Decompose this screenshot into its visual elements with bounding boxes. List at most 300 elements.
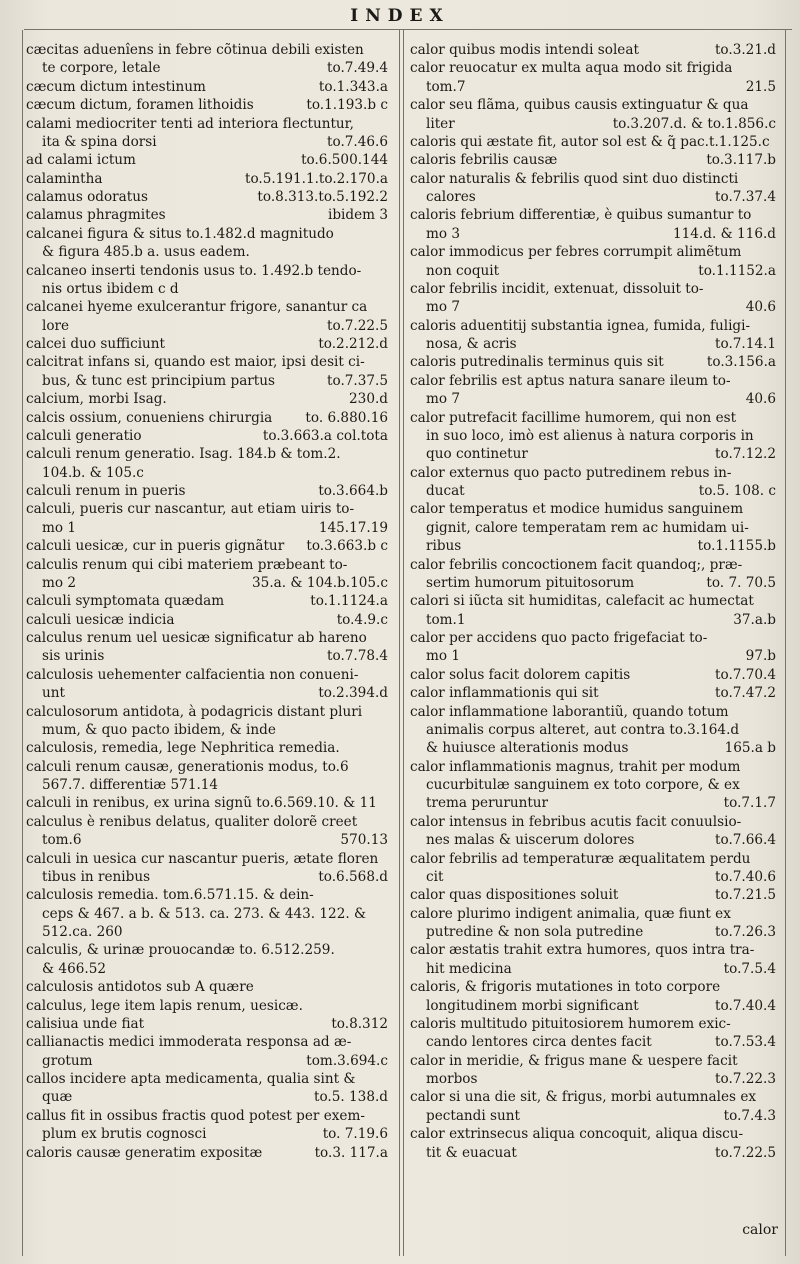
index-entry bbox=[26, 1107, 388, 1144]
entry-text-line: cit bbox=[426, 868, 444, 885]
index-entry bbox=[26, 188, 388, 206]
entry-text-line: 104.b. & 105.c bbox=[42, 464, 144, 481]
entry-text-line: mo 7 bbox=[426, 391, 461, 408]
entry-text bbox=[410, 482, 776, 500]
entry-text-line: calor extrinsecus aliqua concoquit, aliqua discu- bbox=[410, 1126, 744, 1143]
index-entry bbox=[26, 445, 388, 482]
entry-text-line: calcanei hyeme exulcerantur frigore, sanantur ca bbox=[26, 299, 368, 316]
index-entry bbox=[26, 78, 388, 96]
entry-reference: to.5.191.1.to.2.170.a bbox=[244, 170, 388, 187]
entry-text-line: ribus bbox=[426, 538, 462, 555]
index-entry bbox=[410, 41, 776, 59]
entry-text-line: nes malas & uiscerum dolores bbox=[426, 832, 635, 849]
entry-text-line: calor febrilis incidit, extenuat, dissoluit to- bbox=[410, 280, 704, 297]
entry-text bbox=[410, 41, 776, 59]
right-border-rule bbox=[785, 30, 786, 1256]
entry-text-line: unt bbox=[42, 685, 65, 702]
entry-text bbox=[26, 206, 388, 224]
entry-reference: to.1.193.b c bbox=[306, 97, 388, 114]
entry-text bbox=[410, 960, 776, 978]
index-entry bbox=[410, 556, 776, 593]
entry-text bbox=[410, 574, 776, 592]
index-entry bbox=[26, 409, 388, 427]
entry-text bbox=[26, 684, 388, 702]
entry-text-line: calculosis antidotos sub A quære bbox=[26, 979, 254, 996]
index-entry bbox=[410, 758, 776, 813]
index-entry bbox=[26, 666, 388, 703]
entry-text-line: calor intensus in febribus acutis facit conuulsio- bbox=[410, 813, 742, 830]
index-entry bbox=[26, 1144, 388, 1162]
left-border-rule bbox=[22, 30, 23, 1256]
entry-reference: to.7.66.4 bbox=[715, 832, 776, 849]
entry-text-line: nosa, & acris bbox=[426, 336, 517, 352]
entry-text-line: & huiusce alterationis modus bbox=[426, 740, 629, 757]
entry-text bbox=[410, 794, 776, 812]
entry-text-line: tom.7 bbox=[426, 78, 466, 95]
entry-text-line: tom.1 bbox=[426, 611, 466, 628]
entry-reference: to.7.37.4 bbox=[715, 189, 776, 205]
entry-reference: to.7.78.4 bbox=[327, 648, 388, 665]
entry-reference: to.7.1.7 bbox=[723, 795, 776, 812]
index-entry bbox=[26, 813, 388, 850]
index-entry bbox=[26, 794, 388, 812]
entry-text-line: tit & euacuat bbox=[426, 1144, 517, 1161]
entry-reference: to.5. 138.d bbox=[314, 1089, 388, 1106]
entry-text-line: mo 2 bbox=[42, 574, 77, 591]
entry-text bbox=[26, 1052, 388, 1070]
entry-text-line: calcei duo sufficiunt bbox=[26, 336, 166, 352]
entry-text-line: calor externus quo pacto putredinem rebus in- bbox=[410, 464, 732, 481]
entry-text-line: te corpore, letale bbox=[42, 60, 161, 77]
entry-reference: to.2.212.d bbox=[318, 336, 388, 352]
entry-text-line: calor solus facit dolorem capitis bbox=[410, 666, 631, 683]
entry-reference: to.7.53.4 bbox=[715, 1034, 776, 1051]
entry-reference: 570.13 bbox=[340, 832, 388, 849]
entry-text-line: calculi uesicæ, cur in pueris gignãtur bbox=[26, 538, 285, 555]
entry-reference: to.3.207.d. & to.1.856.c bbox=[612, 115, 776, 132]
index-entry bbox=[26, 556, 388, 593]
index-entry bbox=[26, 941, 388, 978]
entry-text bbox=[410, 445, 776, 463]
entry-reference: to.7.26.3 bbox=[715, 924, 776, 940]
entry-text bbox=[26, 647, 388, 665]
entry-text-line: calor æstatis trahit extra humores, quos intra tra- bbox=[410, 942, 755, 959]
entry-text-line: calor immodicus per febres corrumpit alimẽtum bbox=[410, 244, 742, 261]
entry-text bbox=[410, 115, 776, 133]
entry-text-line: 567.7. differentiæ 571.14 bbox=[42, 777, 219, 793]
index-entry bbox=[410, 850, 776, 887]
index-entry bbox=[410, 941, 776, 978]
entry-text bbox=[26, 482, 388, 500]
index-entry bbox=[410, 170, 776, 207]
entry-reference: to.6.500.144 bbox=[301, 152, 388, 169]
index-entry bbox=[410, 96, 776, 133]
index-entry bbox=[410, 353, 776, 371]
entry-text-line: pectandi sunt bbox=[426, 1107, 521, 1124]
entry-text-line: liter bbox=[426, 115, 455, 132]
index-column-left bbox=[26, 41, 388, 1162]
entry-reference: to.4.9.c bbox=[336, 611, 388, 628]
entry-text-line: calculis renum qui cibi materiem præbeant to- bbox=[26, 556, 348, 573]
entry-reference: 114.d. & 116.d bbox=[672, 225, 776, 242]
entry-text-line: bus, & tunc est principium partus bbox=[42, 372, 275, 389]
index-entry bbox=[410, 592, 776, 629]
entry-text bbox=[410, 335, 776, 353]
index-entry bbox=[26, 170, 388, 188]
entry-text bbox=[26, 427, 388, 445]
entry-text bbox=[26, 335, 388, 353]
entry-reference: to.3. 117.a bbox=[314, 1144, 388, 1161]
index-entry bbox=[410, 133, 776, 151]
entry-text-line: sertim humorum pituitosorum bbox=[426, 574, 635, 591]
entry-text-line: calamintha bbox=[26, 170, 103, 187]
index-entry bbox=[26, 1015, 388, 1033]
entry-text bbox=[410, 1107, 776, 1125]
entry-text bbox=[26, 1144, 388, 1162]
entry-text-line: calculus è renibus delatus, qualiter dolorẽ creet bbox=[26, 813, 358, 830]
entry-reference: 40.6 bbox=[745, 299, 776, 316]
entry-text-line: caloris febrilis causæ bbox=[410, 152, 558, 169]
entry-text-line: calor febrilis concoctionem facit quandoq;, præ- bbox=[410, 556, 743, 573]
entry-reference: 37.a.b bbox=[733, 611, 776, 628]
catchword: calor bbox=[742, 1222, 778, 1238]
entry-text-line: calor putrefacit facillime humorem, qui non est bbox=[410, 409, 737, 426]
entry-text-line: cucurbitulæ sanguinem ex toto corpore, & ex bbox=[426, 777, 740, 793]
entry-text-line: caloris causæ generatim expositæ bbox=[26, 1144, 263, 1161]
entry-reference: to.1.1152.a bbox=[698, 262, 776, 279]
entry-reference: to.7.12.2 bbox=[715, 446, 776, 463]
entry-text-line: ad calami ictum bbox=[26, 152, 136, 169]
entry-text bbox=[410, 390, 776, 408]
entry-reference: to.1.1155.b bbox=[697, 538, 776, 555]
entry-reference: to. 7. 70.5 bbox=[706, 574, 776, 591]
entry-reference: to.7.47.2 bbox=[715, 685, 776, 702]
entry-text-line: calami mediocriter tenti ad interiora flectuntur, bbox=[26, 115, 355, 132]
entry-text-line: & 466.52 bbox=[42, 960, 106, 977]
entry-text-line: calcitrat infans si, quando est maior, ipsi desit ci- bbox=[26, 354, 365, 371]
index-entry bbox=[26, 206, 388, 224]
entry-reference: to.1.1124.a bbox=[310, 593, 388, 610]
entry-text bbox=[410, 188, 776, 206]
index-entry bbox=[410, 500, 776, 555]
entry-reference: to.7.22.5 bbox=[715, 1144, 776, 1161]
entry-text-line: calor per accidens quo pacto frigefaciat to- bbox=[410, 630, 708, 646]
entry-text-line: calculi uesicæ indicia bbox=[26, 611, 175, 628]
index-entry bbox=[410, 206, 776, 243]
index-entry bbox=[26, 151, 388, 169]
entry-text bbox=[410, 666, 776, 684]
entry-text bbox=[410, 1033, 776, 1051]
index-entry bbox=[26, 115, 388, 152]
index-entry bbox=[410, 59, 776, 96]
entry-text-line: calculosis remedia. tom.6.571.15. & dein- bbox=[26, 887, 314, 904]
entry-text-line: calcanei figura & situs to.1.482.d magnitudo bbox=[26, 225, 334, 242]
entry-reference: to.8.312 bbox=[331, 1015, 388, 1032]
index-entry bbox=[26, 96, 388, 114]
entry-text bbox=[410, 647, 776, 665]
entry-text-line: calor inflammationis magnus, trahit per modum bbox=[410, 758, 741, 775]
entry-text-line: sis urinis bbox=[42, 648, 105, 665]
entry-text-line: calculi generatio bbox=[26, 427, 142, 444]
entry-text-line: calculi renum causæ, generationis modus, to.6 bbox=[26, 758, 349, 775]
entry-text-line: in suo loco, imò est alienus à natura corporis in bbox=[426, 427, 754, 444]
entry-reference: ibidem 3 bbox=[327, 207, 388, 224]
entry-text-line: caloris, & frigoris mutationes in toto corpore bbox=[410, 979, 721, 996]
entry-reference: to.3.117.b bbox=[706, 152, 776, 169]
entry-text-line: quo continetur bbox=[426, 446, 528, 463]
entry-text-line: plum ex brutis cognosci bbox=[42, 1126, 207, 1143]
entry-text-line: callianactis medici immoderata responsa ad æ- bbox=[26, 1034, 352, 1051]
entry-text-line: morbos bbox=[426, 1071, 478, 1087]
entry-text-line: callos incidere apta medicamenta, qualia sint & bbox=[26, 1071, 356, 1087]
entry-text-line: putredine & non sola putredine bbox=[426, 924, 644, 940]
entry-text-line: calor temperatus et modice humidus sanguinem bbox=[410, 501, 744, 518]
index-entry bbox=[26, 1033, 388, 1070]
entry-reference: to. 7.19.6 bbox=[322, 1126, 388, 1143]
index-entry bbox=[410, 886, 776, 904]
entry-text-line: calore plurimo indigent animalia, quæ fiunt ex bbox=[410, 905, 731, 922]
entry-text-line: calculi, pueris cur nascantur, aut etiam uiris to- bbox=[26, 501, 355, 518]
index-entry bbox=[26, 703, 388, 740]
entry-text-line: calamus odoratus bbox=[26, 189, 148, 205]
entry-text-line: calculi in uesica cur nascantur pueris, ætate floren bbox=[26, 850, 379, 867]
entry-text bbox=[26, 868, 388, 886]
entry-text bbox=[410, 886, 776, 904]
entry-text-line: ita & spina dorsi bbox=[42, 133, 157, 150]
entry-reference: to. 6.880.16 bbox=[305, 409, 388, 426]
entry-text-line: calculus, lege item lapis renum, uesicæ. bbox=[26, 997, 303, 1014]
entry-text-line: calcis ossium, conueniens chirurgia bbox=[26, 409, 273, 426]
entry-text bbox=[26, 78, 388, 96]
entry-text bbox=[410, 831, 776, 849]
entry-reference: 40.6 bbox=[745, 391, 776, 408]
entry-text-line: calor febrilis est aptus natura sanare ileum to- bbox=[410, 372, 731, 389]
entry-reference: 21.5 bbox=[745, 78, 776, 95]
index-entry bbox=[410, 317, 776, 354]
entry-text bbox=[26, 317, 388, 335]
entry-text bbox=[26, 96, 388, 114]
entry-reference: to.3.664.b bbox=[318, 483, 388, 499]
entry-text bbox=[410, 1144, 776, 1162]
entry-text bbox=[410, 868, 776, 886]
entry-text-line: cæcum dictum intestinum bbox=[26, 78, 206, 95]
column-divider bbox=[399, 30, 400, 1256]
entry-text-line: mo 3 bbox=[426, 225, 461, 242]
entry-reference: to.7.40.6 bbox=[715, 868, 776, 885]
index-entry bbox=[410, 280, 776, 317]
index-entry bbox=[26, 390, 388, 408]
entry-text-line: calores bbox=[426, 189, 476, 205]
column-divider-inner bbox=[403, 30, 404, 1256]
entry-text-line: calculus renum uel uesicæ significatur ab hareno bbox=[26, 630, 367, 646]
index-entry bbox=[26, 482, 388, 500]
index-entry bbox=[26, 41, 388, 78]
entry-text-line: calor si una die sit, & frigus, morbi autumnales ex bbox=[410, 1089, 757, 1106]
entry-reference: to.7.22.3 bbox=[715, 1071, 776, 1087]
entry-text-line: calcium, morbi Isag. bbox=[26, 391, 167, 408]
index-entry bbox=[26, 262, 388, 299]
entry-text-line: 512.ca. 260 bbox=[42, 924, 123, 940]
entry-reference: to.5. 108. c bbox=[698, 483, 776, 499]
index-entry bbox=[26, 739, 388, 757]
entry-text-line: cæcum dictum, foramen lithoidis bbox=[26, 97, 254, 114]
entry-reference: to.7.40.4 bbox=[715, 997, 776, 1014]
entry-text-line: caloris qui æstate fit, autor sol est & q̃ pac.t.1.125.c bbox=[410, 133, 770, 150]
index-entry bbox=[410, 905, 776, 942]
entry-text bbox=[26, 574, 388, 592]
index-entry bbox=[26, 629, 388, 666]
entry-text bbox=[26, 409, 388, 427]
entry-text bbox=[26, 133, 388, 151]
entry-text bbox=[410, 225, 776, 243]
entry-text bbox=[410, 611, 776, 629]
index-entry bbox=[26, 997, 388, 1015]
entry-text-line: caloris febrium differentiæ, è quibus sumantur to bbox=[410, 207, 752, 224]
entry-text bbox=[410, 262, 776, 280]
index-entry bbox=[26, 537, 388, 555]
entry-text-line: calor febrilis ad temperaturæ æqualitatem perdu bbox=[410, 850, 751, 867]
entry-text-line: cando lentores circa dentes facit bbox=[426, 1034, 652, 1051]
index-entry bbox=[410, 1052, 776, 1089]
entry-text bbox=[26, 188, 388, 206]
entry-text bbox=[26, 151, 388, 169]
index-entry bbox=[26, 1070, 388, 1107]
entry-reference: 165.a b bbox=[724, 740, 776, 757]
entry-text-line: ceps & 467. a b. & 513. ca. 273. & 443. 122. & bbox=[42, 905, 367, 922]
entry-text-line: callus fit in ossibus fractis quod potest per exem- bbox=[26, 1107, 365, 1124]
index-entry bbox=[26, 592, 388, 610]
entry-text bbox=[410, 684, 776, 702]
index-entry bbox=[26, 978, 388, 996]
entry-text-line: non coquit bbox=[426, 262, 500, 279]
entry-text-line: longitudinem morbi significant bbox=[426, 997, 639, 1014]
entry-text-line: gignit, calore temperatam rem ac humidam ui- bbox=[426, 519, 749, 536]
entry-text-line: calor quas dispositiones soluit bbox=[410, 887, 619, 904]
entry-text-line: calor inflammatione laborantiũ, quando totum bbox=[410, 703, 729, 720]
top-rule bbox=[24, 29, 792, 30]
entry-text-line: trema peruruntur bbox=[426, 795, 549, 812]
entry-text-line: calculi renum in pueris bbox=[26, 483, 186, 499]
index-entry bbox=[26, 758, 388, 795]
entry-reference: to.7.46.6 bbox=[327, 133, 388, 150]
entry-reference: to.6.568.d bbox=[318, 868, 388, 885]
entry-text-line: caloris aduentitij substantia ignea, fumida, fuligi- bbox=[410, 317, 751, 334]
entry-text-line: hit medicina bbox=[426, 960, 512, 977]
index-entry bbox=[410, 666, 776, 684]
entry-text-line: calori si iũcta sit humiditas, calefacit ac humectat bbox=[410, 593, 754, 610]
index-entry bbox=[410, 464, 776, 501]
entry-text bbox=[410, 739, 776, 757]
entry-text-line: cæcitas aduenîens in febre cõtinua debili existen bbox=[26, 42, 364, 58]
entry-text bbox=[26, 611, 388, 629]
entry-text bbox=[26, 1088, 388, 1106]
entry-reference: tom.3.694.c bbox=[306, 1052, 388, 1069]
entry-text-line: animalis corpus alteret, aut contra to.3.164.d bbox=[426, 721, 740, 738]
index-entry bbox=[410, 151, 776, 169]
entry-text-line: calculi in renibus, ex urina signũ to.6.569.10. & 11 bbox=[26, 795, 377, 812]
entry-text bbox=[26, 390, 388, 408]
entry-text-line: ducat bbox=[426, 483, 465, 499]
index-entry bbox=[26, 427, 388, 445]
entry-text-line: calor in meridie, & frigus mane & uespere facit bbox=[410, 1052, 738, 1069]
index-entry bbox=[26, 500, 388, 537]
entry-reference: to.7.70.4 bbox=[715, 666, 776, 683]
entry-reference: 97.b bbox=[745, 648, 776, 665]
index-entry bbox=[26, 298, 388, 335]
entry-text-line: calculosorum antidota, à podagricis distant pluri bbox=[26, 703, 363, 720]
entry-text bbox=[410, 353, 776, 371]
index-entry bbox=[410, 372, 776, 409]
index-column-right bbox=[410, 41, 776, 1162]
entry-reference: to.8.313.to.5.192.2 bbox=[257, 189, 388, 205]
entry-reference: to.7.14.1 bbox=[715, 336, 776, 352]
entry-text-line: calculis, & urinæ prouocandæ to. 6.512.259. bbox=[26, 942, 335, 959]
entry-reference: to.2.394.d bbox=[318, 685, 388, 702]
entry-text-line: & figura 485.b a. usus eadem. bbox=[42, 244, 250, 261]
entry-text-line: tom.6 bbox=[42, 832, 82, 849]
index-entry bbox=[26, 611, 388, 629]
entry-reference: to.3.21.d bbox=[714, 42, 776, 58]
entry-text-line: grotum bbox=[42, 1052, 93, 1069]
entry-reference: 35.a. & 104.b.105.c bbox=[252, 574, 388, 591]
index-entry bbox=[26, 225, 388, 262]
index-entry bbox=[410, 409, 776, 464]
entry-reference: to.3.663.a col.tota bbox=[262, 427, 388, 444]
entry-text-line: lore bbox=[42, 317, 70, 334]
entry-text-line: calor seu flãma, quibus causis extinguatur & qua bbox=[410, 97, 749, 114]
index-entry bbox=[410, 1015, 776, 1052]
index-entry bbox=[26, 353, 388, 390]
entry-text-line: calculi symptomata quædam bbox=[26, 593, 225, 610]
index-entry bbox=[410, 1125, 776, 1162]
index-entry bbox=[410, 629, 776, 666]
entry-text-line: calcaneo inserti tendonis usus to. 1.492.b tendo- bbox=[26, 262, 362, 279]
entry-text-line: calor quibus modis intendi soleat bbox=[410, 42, 639, 58]
entry-text-line: calculi renum generatio. Isag. 184.b & tom.2. bbox=[26, 446, 341, 463]
index-entry bbox=[410, 1088, 776, 1125]
entry-text-line: caloris putredinalis terminus quis sit bbox=[410, 354, 664, 371]
entry-text-line: calor reuocatur ex multa aqua modo sit frigida bbox=[410, 60, 733, 77]
entry-text bbox=[410, 997, 776, 1015]
entry-text bbox=[26, 537, 388, 555]
entry-text-line: mo 1 bbox=[42, 519, 77, 536]
entry-text bbox=[26, 170, 388, 188]
entry-text-line: calor inflammationis qui sit bbox=[410, 685, 599, 702]
index-entry bbox=[410, 243, 776, 280]
entry-text-line: calisiua unde fiat bbox=[26, 1015, 145, 1032]
entry-reference: to.1.343.a bbox=[318, 78, 388, 95]
entry-text-line: tibus in renibus bbox=[42, 868, 151, 885]
entry-text bbox=[26, 1125, 388, 1143]
entry-text-line: caloris multitudo pituitosiorem humorem exic- bbox=[410, 1015, 731, 1032]
entry-text bbox=[26, 1015, 388, 1033]
entry-text-line: nis ortus ibidem c d bbox=[42, 280, 179, 297]
entry-text bbox=[26, 59, 388, 77]
index-entry bbox=[410, 813, 776, 850]
entry-text bbox=[410, 78, 776, 96]
index-entry bbox=[26, 335, 388, 353]
entry-reference: to.7.49.4 bbox=[327, 60, 388, 77]
index-entry bbox=[410, 684, 776, 702]
entry-reference: 230.d bbox=[349, 391, 388, 408]
entry-reference: to.7.5.4 bbox=[723, 960, 776, 977]
entry-text bbox=[26, 592, 388, 610]
index-entry bbox=[26, 850, 388, 887]
index-entry bbox=[26, 886, 388, 941]
index-entry bbox=[410, 978, 776, 1015]
entry-text bbox=[26, 519, 388, 537]
entry-text bbox=[26, 831, 388, 849]
